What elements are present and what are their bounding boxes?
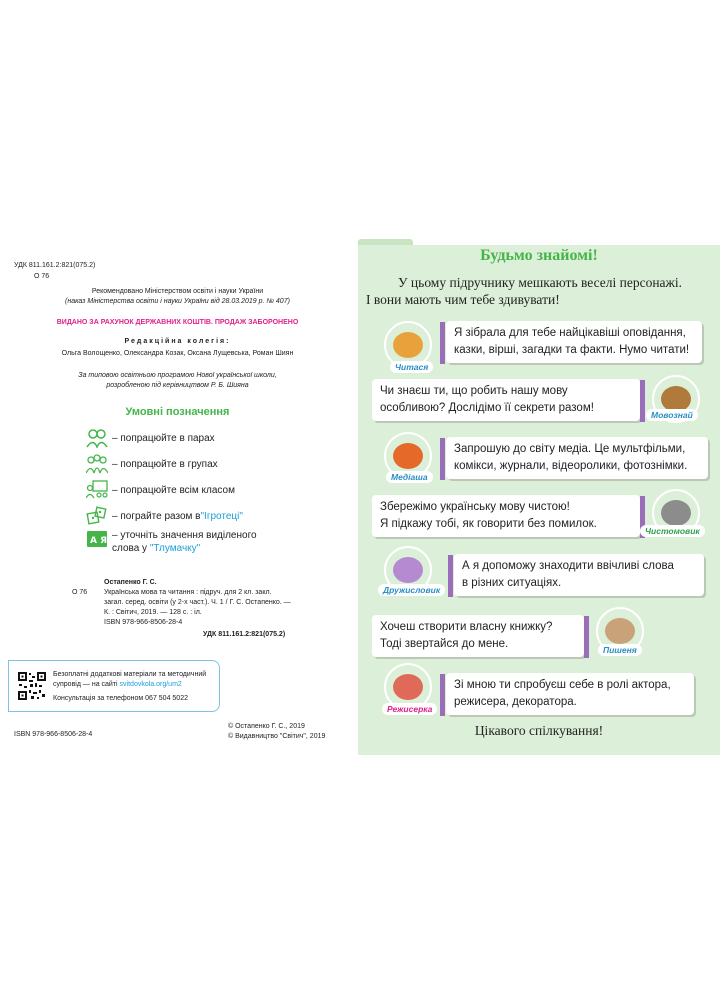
bubble-line: режисера, декоратора. — [454, 696, 577, 708]
copyright-2: © Видавництво "Світич", 2019 — [228, 733, 326, 740]
program-line-2: розробленою під керівництвом Р. Б. Шияна — [106, 382, 249, 389]
bubble-bar — [640, 380, 645, 422]
rezhyserka-icon — [393, 674, 423, 700]
bib-isbn: ISBN 978-966-8506-28-4 — [104, 619, 183, 626]
bubble-line: Чи знаєш ти, що робить нашу мову — [380, 385, 568, 397]
bubble-line: особливою? Дослідімо її секрети разом! — [380, 402, 594, 414]
recommend-line-2: (наказ Міністерства освіти і науки України від 28.03.2019 р. № 407) — [65, 298, 290, 305]
qr-code-icon[interactable] — [17, 671, 47, 701]
bubble-bar — [440, 674, 445, 716]
author-head: Остапенко Г. С. — [104, 579, 157, 586]
info-box — [8, 660, 220, 712]
program-line-1: За типовою освітньою програмою Нової української школи, — [78, 372, 277, 379]
name-pyshenia: Пишеня — [598, 644, 642, 656]
bubble-druzhyslovyk — [454, 554, 704, 596]
closing-text: Цікавого спілкування! — [474, 723, 604, 738]
name-mediasha: Медіаша — [386, 471, 433, 483]
intro-line-1: У цьому підручнику мешкають веселі персонажі. — [398, 275, 683, 290]
legend-text-2: слова у — [112, 543, 150, 554]
bubble-line: Тоді звертайся до мене. — [380, 638, 509, 650]
group-icon — [86, 454, 108, 474]
bubble-bar — [448, 555, 453, 597]
legend-text: – попрацюйте в групах — [112, 458, 218, 470]
left-page — [0, 245, 355, 755]
bubble-line: Я зібрала для тебе найцікавіші оповідання, — [454, 327, 686, 339]
name-movoznai: Мовознай — [646, 409, 698, 421]
bubble-movoznai — [372, 379, 640, 421]
udk-top: УДК 811.161.2:821(075.2) — [14, 262, 96, 269]
name-rezhyserka: Режисерка — [382, 703, 437, 715]
bubble-line: А я допоможу знаходити ввічливі слова — [462, 560, 674, 572]
legend-item-dictionary — [86, 529, 326, 555]
bubble-rezhyserka — [446, 673, 694, 715]
legend-item-class — [86, 477, 326, 503]
name-druzhyslovyk: Дружисловик — [378, 584, 445, 596]
svg-text:А Я: А Я — [90, 536, 108, 546]
legend-item-game — [86, 503, 326, 529]
igroteka-link: "Ігротеці" — [200, 510, 243, 522]
legend-text: – пограйте разом в — [112, 510, 201, 522]
bubble-pyshenia — [372, 615, 584, 657]
bubble-chystomovyk — [372, 495, 640, 537]
code-top: О 76 — [34, 273, 50, 280]
bubble-line: Зі мною ти спробуєш себе в ролі актора, — [454, 679, 671, 691]
isbn-bottom: ISBN 978-966-8506-28-4 — [14, 731, 93, 738]
tlumachok-link: "Тлумачку" — [149, 543, 201, 554]
bib-line-3: К. : Світич, 2019. — 128 с. : іл. — [104, 609, 202, 616]
info-line-1: Безоплатні додаткові матеріали та методичний — [53, 671, 207, 678]
pyshenia-icon — [605, 618, 635, 644]
name-chystomovyk: Чистомовик — [640, 525, 705, 537]
bubble-line: Хочеш створити власну книжку? — [380, 621, 553, 633]
board-names: Ольга Волощенко, Олександра Козак, Оксана Лущевська, Роман Шиян — [61, 350, 294, 357]
code-bib: О 76 — [72, 589, 88, 596]
bubble-line: Збережімо українську мову чистою! — [380, 501, 570, 513]
bubble-bar — [584, 616, 589, 658]
recommend-line-1: Рекомендовано Міністерством освіти і науки України — [91, 288, 264, 295]
dictionary-icon — [86, 529, 108, 549]
bib-line-2: загал. серед. освіти (у 2-х част.). Ч. 1 / Г. С. Остапенко. — — [104, 599, 291, 606]
legend-item-pairs — [86, 425, 326, 451]
legend-title: Умовні позначення — [125, 406, 230, 418]
game-icon — [86, 506, 108, 526]
bubble-line: казки, вірші, загадки та факти. Нумо читати! — [454, 344, 690, 356]
legend-item-groups — [86, 451, 326, 477]
chystomovyk-icon — [661, 500, 691, 526]
bubble-bar — [440, 322, 445, 364]
free-notice: ВИДАНО ЗА РАХУНОК ДЕРЖАВНИХ КОШТІВ. ПРОДАЖ ЗАБОРОНЕНО — [56, 319, 299, 326]
bubble-bar — [440, 438, 445, 480]
info-line-3: Консультація за телефоном 067 504 5022 — [53, 695, 188, 702]
bubble-line: Запрошую до світу медіа. Це мультфільми, — [454, 443, 686, 455]
pair-icon — [86, 428, 108, 448]
right-page — [358, 245, 720, 755]
name-chytasia: Читася — [390, 361, 433, 373]
mediasha-icon — [393, 443, 423, 469]
intro-line-2: І вони мають чим тебе здивувати! — [366, 292, 560, 307]
chytasia-icon — [393, 332, 423, 358]
legend-text: – попрацюйте всім класом — [112, 484, 235, 496]
bib-line-1: Українська мова та читання : підруч. для 2 кл. закл. — [104, 589, 272, 596]
legend-list — [86, 425, 326, 555]
bubble-line: в різних ситуаціях. — [462, 577, 562, 589]
bubble-line: Я підкажу тобі, як говорити без помилок. — [380, 518, 597, 530]
bubble-line: комікси, журнали, відеоролики, фотознімки. — [454, 460, 688, 472]
bubble-mediasha — [446, 437, 708, 479]
legend-text: – уточніть значення виділеного — [112, 530, 257, 541]
board-title: Редакційна колегія: — [124, 338, 231, 345]
udk-bottom: УДК 811.161.2:821(075.2) — [203, 631, 286, 638]
class-icon — [86, 480, 108, 500]
right-title: Будьмо знайомі! — [480, 247, 598, 264]
legend-text: – попрацюйте в парах — [112, 432, 215, 444]
info-site-link[interactable]: svitdovkola.org/um2 — [119, 681, 182, 688]
info-line-2: супровід — на сайті — [53, 681, 120, 688]
bubble-chytasia — [446, 321, 702, 363]
copyright-1: © Остапенко Г. С., 2019 — [228, 723, 305, 730]
druzhyslovyk-icon — [393, 557, 423, 583]
